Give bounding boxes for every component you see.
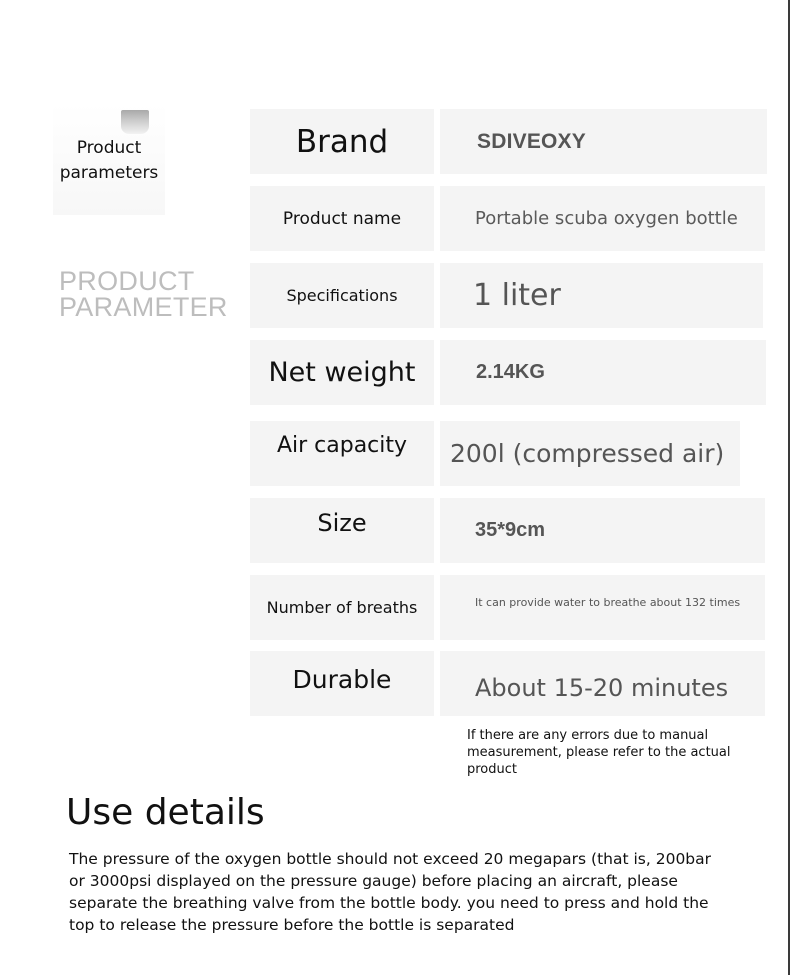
param-label: Product name [250, 186, 434, 251]
param-value: 200l (compressed air) [440, 421, 740, 486]
param-row-size [250, 498, 730, 563]
param-value: 1 liter [440, 263, 763, 328]
param-value: About 15-20 minutes [440, 651, 765, 716]
param-row-number-of-breaths [250, 575, 741, 640]
param-label: Net weight [250, 340, 434, 405]
use-details-title: Use details [66, 792, 265, 833]
use-details-body: The pressure of the oxygen bottle should not exceed 20 megapars (that is, 200bar or 3000psi displayed on the pressure gauge) before placing an aircraft, please separate the breathing valve from the bottle body. you need to press and hold the top to release the pressure before the bottle is separated [69, 850, 712, 934]
bottle-icon [121, 110, 149, 134]
param-value: 2.14KG [440, 340, 766, 405]
measurement-note: If there are any errors due to manual measurement, please refer to the actual product [467, 728, 731, 777]
param-row-durable [250, 651, 730, 716]
param-label: Durable [250, 651, 434, 716]
param-label: Brand [250, 109, 434, 174]
param-row-specifications [250, 263, 730, 328]
param-label: Size [250, 498, 434, 563]
product-parameter-heading [59, 268, 249, 320]
product-parameters-label [53, 136, 165, 186]
param-row-net-weight [250, 340, 730, 405]
param-label: Air capacity [250, 421, 434, 486]
param-label: Specifications [250, 263, 434, 328]
param-value: It can provide water to breathe about 132 times [440, 575, 765, 640]
param-row-air-capacity [250, 421, 730, 486]
product-parameter-heading-line1: PRODUCT [59, 266, 195, 296]
param-label: Number of breaths [250, 575, 434, 640]
param-value: Portable scuba oxygen bottle [440, 186, 765, 251]
param-value: 35*9cm [440, 498, 765, 563]
product-parameters-card [53, 103, 165, 215]
product-parameter-heading-line2: PARAMETER [59, 292, 228, 322]
param-row-brand [250, 109, 730, 174]
param-value: SDIVEOXY [440, 109, 767, 174]
product-parameters-label-line2: parameters [59, 163, 159, 183]
param-row-product-name [250, 186, 738, 251]
product-parameters-label-line1: Product [76, 138, 142, 158]
